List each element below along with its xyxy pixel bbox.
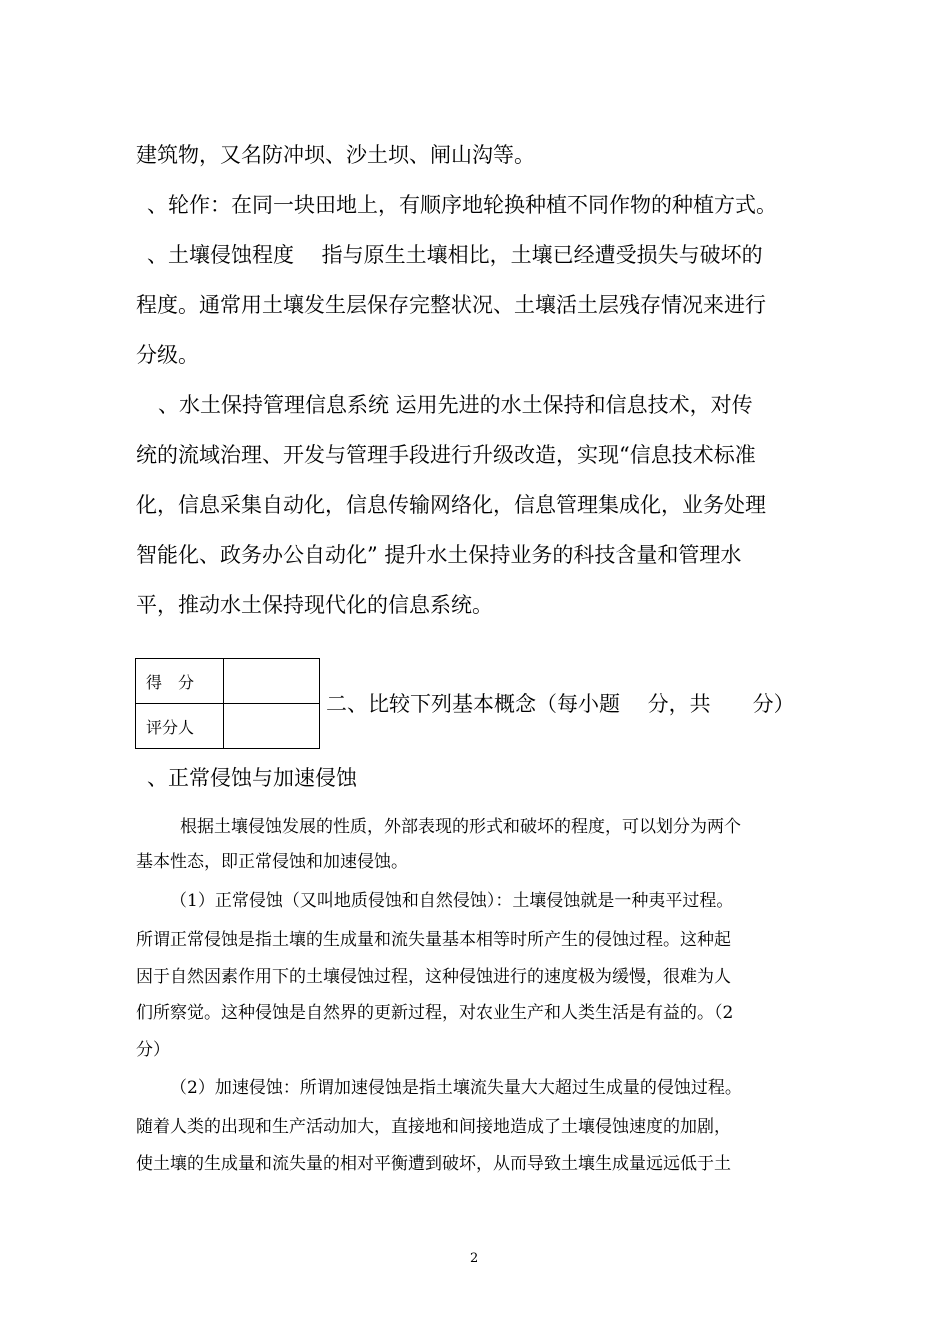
text-line: 平，推动水土保持现代化的信息系统。 bbox=[136, 593, 493, 617]
text-line: 智能化、政务办公自动化” 提升水土保持业务的科技含量和管理水 bbox=[136, 543, 742, 567]
text-line: 使土壤的生成量和流失量的相对平衡遭到破坏，从而导致土壤生成量远远低于土 bbox=[136, 1154, 731, 1174]
item-heading: 、正常侵蚀与加速侵蚀 bbox=[147, 766, 357, 790]
text-line: 所谓正常侵蚀是指土壤的生成量和流失量基本相等时所产生的侵蚀过程。这种起 bbox=[136, 930, 731, 950]
text-line: 分） bbox=[136, 1040, 170, 1060]
text-line: 、土壤侵蚀程度 指与原生土壤相比，土壤已经遭受损失与破坏的 bbox=[147, 243, 763, 267]
score-label: 得 分 bbox=[136, 659, 224, 704]
text-line: （2）加速侵蚀：所谓加速侵蚀是指土壤流失量大大超过生成量的侵蚀过程。 bbox=[170, 1078, 742, 1098]
grader-cell bbox=[224, 704, 320, 749]
text-line: 、水土保持管理信息系统 运用先进的水土保持和信息技术，对传 bbox=[158, 393, 753, 417]
score-table bbox=[135, 658, 320, 749]
text-line: 建筑物，又名防冲坝、沙土坝、闸山沟等。 bbox=[136, 143, 535, 167]
text-line: 分级。 bbox=[136, 343, 199, 367]
text-line: 基本性态，即正常侵蚀和加速侵蚀。 bbox=[136, 852, 408, 872]
grader-label: 评分人 bbox=[136, 704, 224, 749]
text-line: 们所察觉。这种侵蚀是自然界的更新过程，对农业生产和人类生活是有益的。（2 bbox=[136, 1003, 734, 1023]
text-line: 程度。通常用土壤发生层保存完整状况、土壤活土层残存情况来进行 bbox=[136, 293, 766, 317]
text-line: 因于自然因素作用下的土壤侵蚀过程，这种侵蚀进行的速度极为缓慢，很难为人 bbox=[136, 967, 731, 987]
score-cell bbox=[224, 659, 320, 704]
text-line: 根据土壤侵蚀发展的性质，外部表现的形式和破坏的程度，可以划分为两个 bbox=[180, 817, 741, 837]
page-number: 2 bbox=[470, 1251, 479, 1266]
section-heading: 二、比较下列基本概念（每小题 分，共 分） bbox=[326, 692, 795, 716]
text-line: （1）正常侵蚀（又叫地质侵蚀和自然侵蚀）：土壤侵蚀就是一种夷平过程。 bbox=[170, 891, 734, 911]
text-line: 随着人类的出现和生产活动加大，直接地和间接地造成了土壤侵蚀速度的加剧， bbox=[136, 1117, 731, 1137]
text-line: 统的流域治理、开发与管理手段进行升级改造，实现“信息技术标准 bbox=[136, 443, 756, 467]
text-line: 、轮作：在同一块田地上，有顺序地轮换种植不同作物的种植方式。 bbox=[147, 193, 777, 217]
text-line: 化，信息采集自动化，信息传输网络化，信息管理集成化，业务处理 bbox=[136, 493, 766, 517]
